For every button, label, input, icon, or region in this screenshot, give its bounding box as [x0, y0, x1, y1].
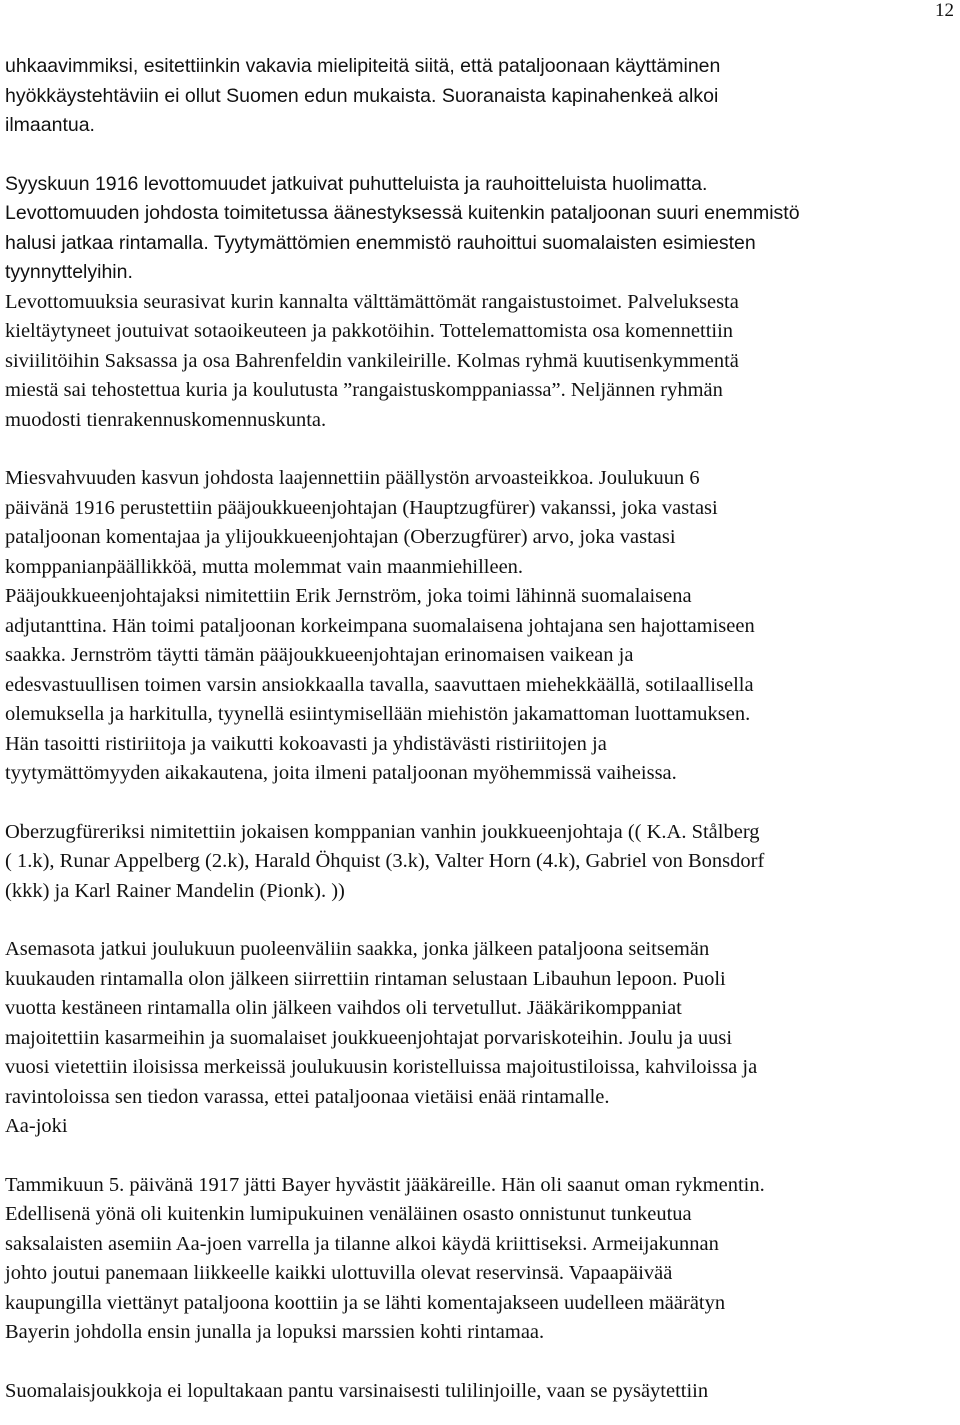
page-number: 12	[935, 0, 954, 21]
text-line: majoitettiin kasarmeihin ja suomalaiset joukkueenjohtajat porvariskoteihin. Joulu ja uusi	[5, 1026, 733, 1049]
section-heading	[5, 1112, 957, 1142]
text-line: tyytymättömyyden aikakautena, joita ilmeni pataljoonan myöhemmissä vaiheissa.	[5, 762, 677, 784]
text-line: Pääjoukkueenjohtajaksi nimitettiin Erik Jernström, joka toimi lähinnä suomalaisena	[5, 585, 692, 607]
paragraph-6	[5, 935, 957, 1112]
text-line: Asemasota jatkui joulukuun puoleenväliin saakka, jonka jälkeen pataljoona seitsemän	[5, 938, 710, 960]
text-line: Levottomuuden johdosta toimitetussa äänestyksessä kuitenkin pataljoonan suuri enemmistö	[5, 202, 800, 224]
text-line: siviilitöihin Saksassa ja osa Bahrenfeldin vankileirille. Kolmas ryhmä kuutisenkymmentä	[5, 349, 739, 372]
paragraph-1	[5, 52, 957, 141]
text-line: uhkaavimmiksi, esitettiinkin vakavia mielipiteitä siitä, että pataljoonaan käyttäminen	[5, 55, 721, 77]
paragraph-7	[5, 1171, 957, 1348]
text-line: kieltäytyneet joutuivat sotaoikeuteen ja pakkotöihin. Tottelemattomista osa komennettiin	[5, 320, 734, 342]
text-line: (kkk) ja Karl Rainer Mandelin (Pionk). ))	[5, 879, 345, 902]
text-line: Suomalaisjoukkoja ei lopultakaan pantu varsinaisesti tulilinjoille, vaan se pysäytettiin	[5, 1379, 709, 1402]
text-line: päivänä 1916 perustettiin pääjoukkueenjohtajan (Hauptzugfürer) vakanssi, joka vastasi	[5, 496, 718, 519]
text-line: Bayerin johdolla ensin junalla ja lopuksi marssien kohti rintamaa.	[5, 1321, 545, 1343]
paragraph-3	[5, 288, 957, 436]
text-line: kaupungilla viettänyt pataljoona koottiin ja se lähti komentajakseen uudelleen määrätyn	[5, 1291, 726, 1314]
paragraph-5	[5, 818, 957, 907]
paragraph-4	[5, 464, 957, 789]
section-heading-text: Aa-joki	[5, 1115, 68, 1137]
text-line: ravintoloissa sen tiedon varassa, ettei pataljoonaa vietäisi enää rintamalle.	[5, 1085, 610, 1108]
text-line: Hän tasoitti ristiriitoja ja vaikutti kokoavasti ja yhdistävästi ristiriitojen ja	[5, 732, 607, 755]
text-line: Edellisenä yönä oli kuitenkin lumipukuinen venäläinen osasto onnistunut tunkeutua	[5, 1203, 692, 1225]
text-line: Tammikuun 5. päivänä 1917 jätti Bayer hyvästit jääkäreille. Hän oli saanut oman rykmentin.	[5, 1173, 765, 1196]
text-line: tyynnyttelyihin.	[5, 261, 133, 283]
text-line: ( 1.k), Runar Appelberg (2.k), Harald Öhquist (3.k), Valter Horn (4.k), Gabriel von Bonsdorf	[5, 850, 765, 872]
text-line: saksalaisten asemiin Aa-joen varrella ja tilanne alkoi käydä kriittiseksi. Armeijakunnan	[5, 1232, 719, 1255]
text-line: vuotta kestäneen rintamalla olin jälkeen vaihdos oli tervetullut. Jääkärikomppaniat	[5, 997, 682, 1019]
text-line: komppanianpäällikköä, mutta molemmat vain maanmiehilleen.	[5, 555, 524, 578]
text-line: miestä sai tehostettua kuria ja koulutusta ”rangaistuskomppaniassa”. Neljännen ryhmän	[5, 379, 723, 401]
text-line: Levottomuuksia seurasivat kurin kannalta välttämättömät rangaistustoimet. Palveluksesta	[5, 290, 739, 313]
text-line: adjutanttina. Hän toimi pataljoonan korkeimpana suomalaisena johtajana sen hajottamiseen	[5, 614, 755, 637]
text-line: Syyskuun 1916 levottomuudet jatkuivat puhutteluista ja rauhoitteluista huolimatta.	[5, 172, 708, 195]
text-line: saakka. Jernström täytti tämän pääjoukkueenjohtajan erinomaisen vaikean ja	[5, 644, 634, 666]
paragraph-8	[5, 1377, 957, 1407]
text-line: Oberzugfüreriksi nimitettiin jokaisen komppanian vanhin joukkueenjohtaja (( K.A. Stålberg	[5, 820, 760, 843]
text-line: halusi jatkaa rintamalla. Tyytymättömien enemmistö rauhoittui suomalaisten esimiesten	[5, 231, 756, 254]
text-line: olemuksella ja harkitulla, tyynellä esiintymisellään miehistön jakamattoman luottamuksen.	[5, 703, 751, 725]
text-line: Miesvahvuuden kasvun johdosta laajennettiin päällystön arvoasteikkoa. Joulukuun 6	[5, 467, 700, 489]
document-body	[5, 52, 957, 1406]
text-line: kuukauden rintamalla olon jälkeen siirrettiin rintaman selustaan Libauhun lepoon. Puoli	[5, 967, 726, 990]
text-line: johto joutui panemaan liikkeelle kaikki ulottuvilla olevat reservinsä. Vapaapäivää	[5, 1262, 673, 1284]
text-line: hyökkäystehtäviin ei ollut Suomen edun mukaista. Suoranaista kapinahenkeä alkoi	[5, 84, 719, 107]
text-line: ilmaantua.	[5, 114, 95, 136]
text-line: vuosi vietettiin iloisissa merkeissä joulukuusin koristelluissa majoitustiloissa, kahviloissa ja	[5, 1056, 758, 1078]
text-line: pataljoonan komentajaa ja ylijoukkueenjohtajan (Oberzugfürer) arvo, joka vastasi	[5, 526, 676, 548]
text-line: muodosti tienrakennuskomennuskunta.	[5, 408, 327, 431]
text-line: edesvastuullisen toimen varsin ansiokkaalla tavalla, saavuttaen miehekkäällä, sotilaallisella	[5, 673, 754, 696]
paragraph-2	[5, 170, 957, 288]
